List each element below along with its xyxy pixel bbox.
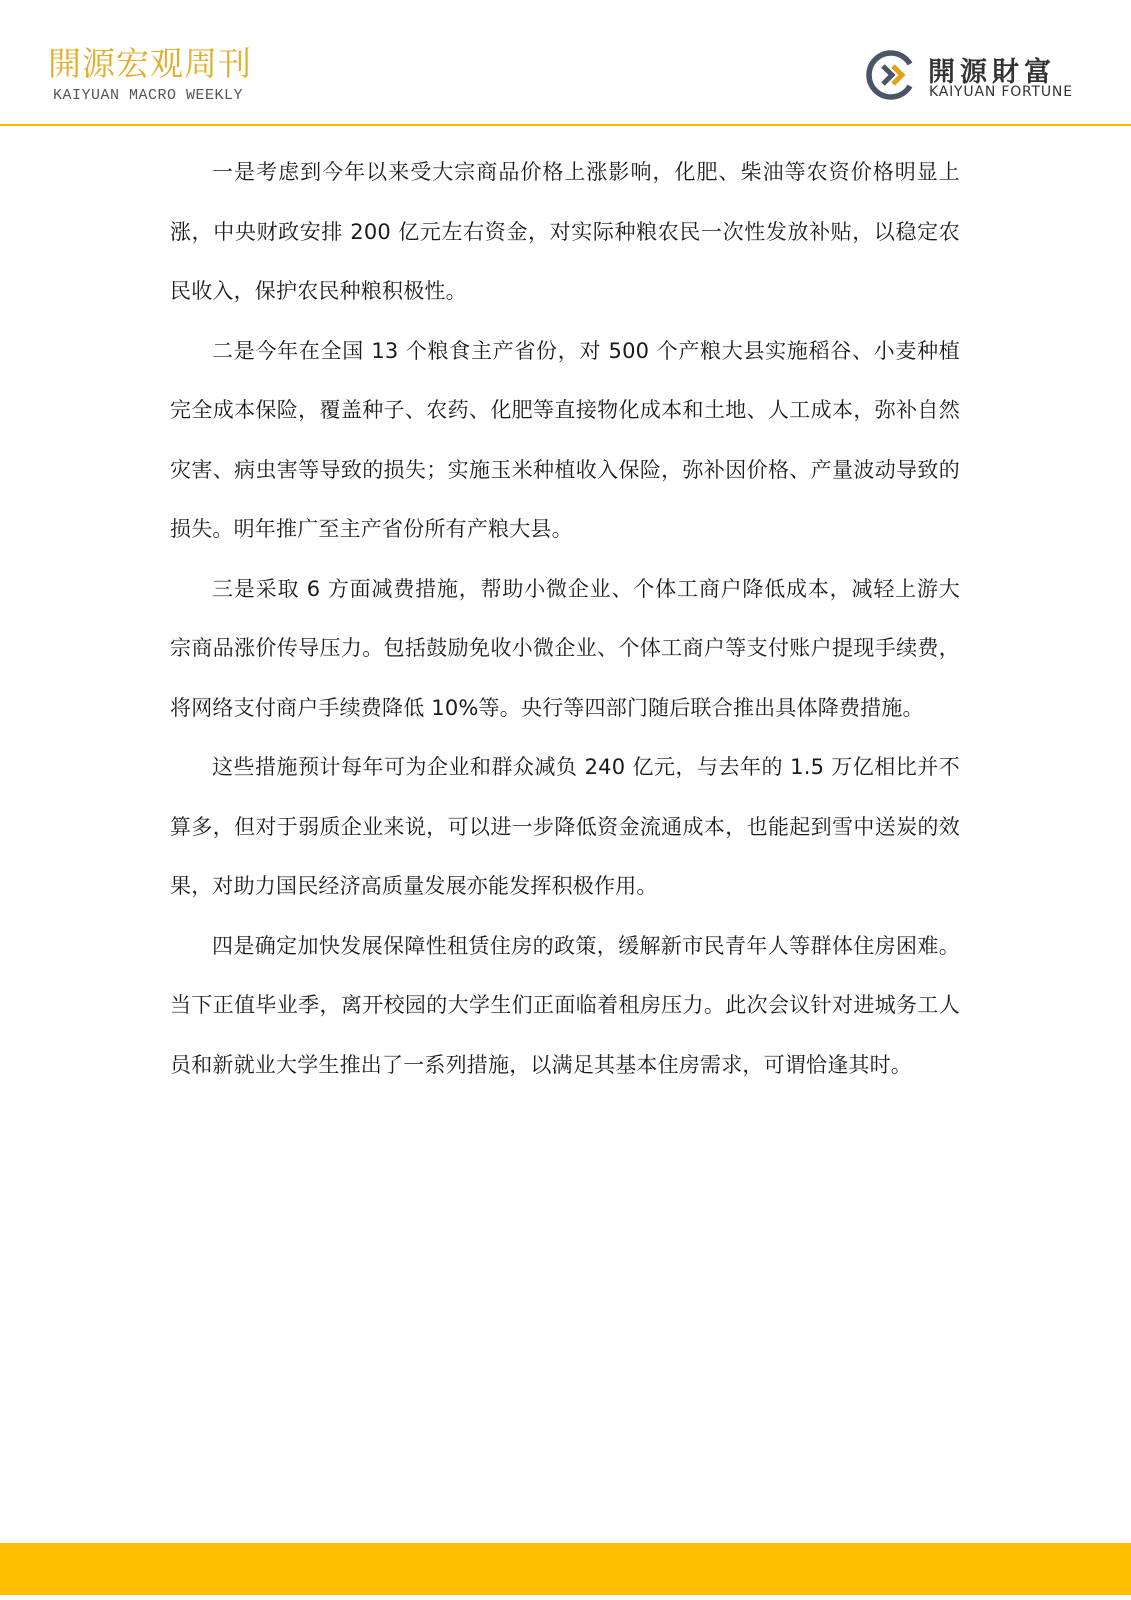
logo-name-cn: 開源財富 [928,57,1056,88]
paragraph-1: 一是考虑到今年以来受大宗商品价格上涨影响，化肥、柴油等农资价格明显上涨，中央财政安排 200 亿元左右资金，对实际种粮农民一次性发放补贴，以稳定农民收入，保护农民种粮积极性。 [170,160,960,303]
publication-subtitle: KAIYUAN MACRO WEEKLY [53,87,244,104]
article-body [170,143,960,1095]
paragraph-4: 这些措施预计每年可为企业和群众减负 240 亿元，与去年的 1.5 万亿相比并不算多，但对于弱质企业来说，可以进一步降低资金流通成本，也能起到雪中送炭的效果，对助力国民经济高质量发展亦能发挥积极作用。 [170,755,960,898]
publication-title: 開源宏观周刊 [48,44,252,83]
page-header [0,0,1131,126]
logo-name-en: KAIYUAN FORTUNE [929,84,1073,100]
footer-bar [0,1543,1131,1595]
kaiyuan-logo-icon [866,50,916,100]
paragraph-3: 三是采取 6 方面减费措施，帮助小微企业、个体工商户降低成本，减轻上游大宗商品涨价传导压力。包括鼓励免收小微企业、个体工商户等支付账户提现手续费，将网络支付商户手续费降低 10%等。央行等四部门随后联合推出具体降费措施。 [170,576,960,720]
header-divider [0,124,1131,126]
paragraph-5: 四是确定加快发展保障性租赁住房的政策，缓解新市民青年人等群体住房困难。当下正值毕业季，离开校园的大学生们正面临着租房压力。此次会议针对进城务工人员和新就业大学生推出了一系列措施，以满足其基本住房需求，可谓恰逢其时。 [170,933,960,1077]
paragraph-2: 二是今年在全国 13 个粮食主产省份，对 500 个产粮大县实施稻谷、小麦种植完全成本保险，覆盖种子、农药、化肥等直接物化成本和土地、人工成本，弥补自然灾害、病虫害等导致的损失；实施玉米种植收入保险，弥补因价格、产量波动导致的损失。明年推广至主产省份所有产粮大县。 [170,338,960,541]
company-logo [866,50,1106,106]
